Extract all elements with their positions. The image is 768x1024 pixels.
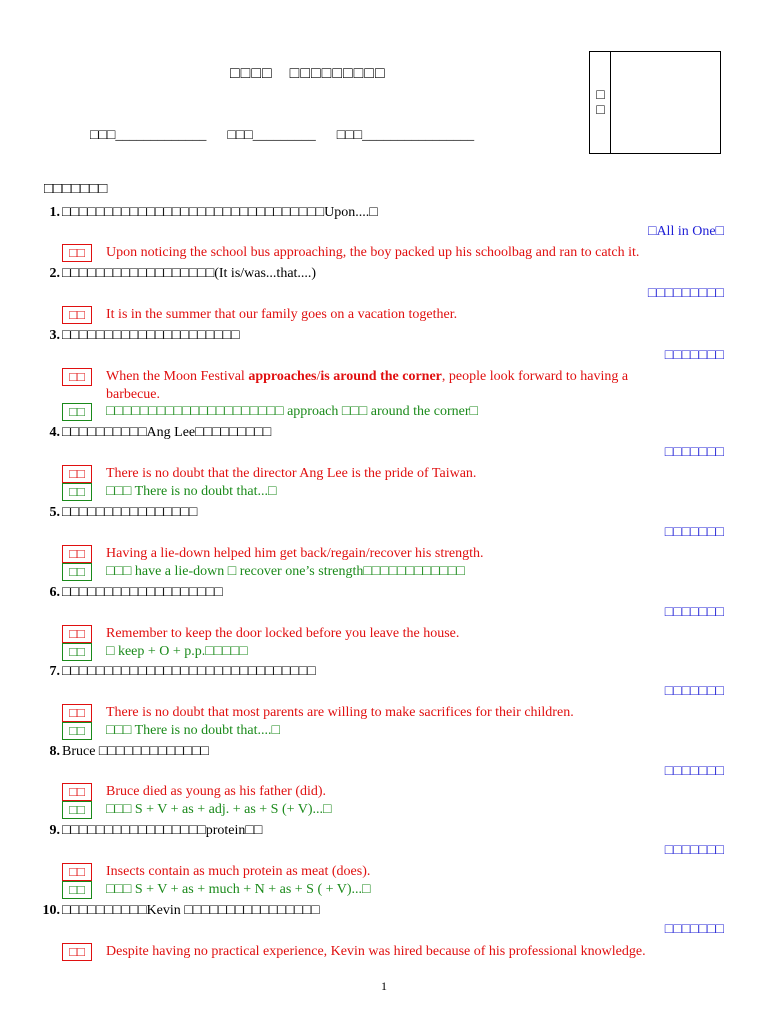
note-tag: □□	[62, 483, 92, 501]
question-number: 2.	[49, 266, 60, 281]
number-field-label: □□□________________	[336, 128, 475, 143]
note-tag: □□	[62, 801, 92, 819]
note-tag: □□	[62, 881, 92, 899]
answer-text: It is in the summer that our family goes on a vacation together.	[106, 307, 458, 322]
note-block	[62, 881, 702, 899]
answer-tag: □□	[62, 465, 92, 483]
score-box[interactable]	[589, 51, 721, 154]
answer-block	[62, 244, 702, 262]
answer-text: Despite having no practical experience, Kevin was hired because of his professional knowledge.	[106, 944, 646, 959]
answer-text: Remember to keep the door locked before you leave the house.	[106, 626, 460, 641]
answer-block	[62, 368, 702, 404]
question-2	[38, 266, 316, 282]
question-1	[38, 205, 378, 221]
student-info-row	[90, 128, 474, 144]
answer-block	[62, 863, 702, 881]
answer-block	[62, 783, 702, 801]
question-text: Bruce □□□□□□□□□□□□□	[62, 744, 209, 759]
note-block	[62, 643, 702, 661]
question-text: □□□□□□□□□□□□□□□□□protein□□	[62, 823, 263, 838]
note-tag: □□	[62, 403, 92, 421]
answer-text	[62, 368, 702, 404]
note-text: □□□ S + V + as + much + N + as + S ( + V)...□	[106, 882, 371, 897]
question-text: □□□□□□□□□□Kevin □□□□□□□□□□□□□□□□	[62, 903, 320, 918]
answer-text: Insects contain as much protein as meat (does).	[106, 864, 371, 879]
question-6	[38, 585, 223, 601]
question-source: □□□□□□□	[664, 922, 724, 937]
answer-text: There is no doubt that the director Ang Lee is the pride of Taiwan.	[106, 466, 477, 481]
page-title: □□□□ □□□□□□□□□	[230, 65, 386, 82]
question-source: □□□□□□□	[664, 348, 724, 363]
question-source: □All in One□	[647, 224, 724, 239]
answer-block	[62, 943, 702, 961]
question-text: □□□□□□□□□□□□□□□□□□□□□□□□□□□□□□	[62, 664, 316, 679]
question-number: 5.	[49, 505, 60, 520]
question-number: 4.	[49, 425, 60, 440]
answer-text: There is no doubt that most parents are willing to make sacrifices for their children.	[106, 705, 574, 720]
name-field-label: □□□_____________	[90, 128, 207, 143]
page-number: 1	[381, 979, 387, 993]
question-source: □□□□□□□	[664, 843, 724, 858]
note-block	[62, 403, 702, 421]
note-text: □□□ There is no doubt that...□	[106, 484, 277, 499]
note-tag: □□	[62, 722, 92, 740]
answer-tag: □□	[62, 244, 92, 262]
class-field-label: □□□_________	[227, 128, 316, 143]
note-block	[62, 563, 702, 581]
answer-tag: □□	[62, 306, 92, 324]
question-9	[38, 823, 262, 839]
question-text: □□□□□□□□□□□□□□□□□□□□□□□□□□□□□□□Upon....□	[62, 205, 378, 220]
question-number: 9.	[49, 823, 60, 838]
note-text: □ keep + O + p.p.□□□□□	[106, 644, 248, 659]
question-5	[38, 505, 197, 521]
question-source: □□□□□□□	[664, 684, 724, 699]
question-number: 3.	[49, 328, 60, 343]
note-text: □□□□□□□□□□□□□□□□□□□□□ approach □□□ around the corner□	[106, 404, 478, 419]
answer-tag: □□	[62, 545, 92, 563]
note-tag: □□	[62, 563, 92, 581]
answer-text: Upon noticing the school bus approaching, the boy packed up his schoolbag and ran to catch it.	[106, 245, 640, 260]
answer-tag: □□	[62, 704, 92, 722]
question-number: 7.	[49, 664, 60, 679]
score-label	[590, 52, 611, 153]
answer-text-post: , people look forward to having a barbecue.	[106, 369, 629, 402]
note-block	[62, 483, 702, 501]
question-7	[38, 664, 316, 680]
question-text: □□□□□□□□□□□□□□□□	[62, 505, 198, 520]
score-label-text: □□	[593, 87, 608, 118]
answer-slash: /	[316, 369, 321, 384]
question-3	[38, 328, 240, 344]
answer-text: Bruce died as young as his father (did).	[106, 784, 327, 799]
question-source: □□□□□□□	[664, 525, 724, 540]
question-source: □□□□□□□	[664, 445, 724, 460]
question-10	[38, 903, 320, 919]
question-source: □□□□□□□	[664, 764, 724, 779]
question-number: 6.	[49, 585, 60, 600]
question-8	[38, 744, 209, 760]
answer-block	[62, 704, 702, 722]
answer-bold-approaches: approaches	[248, 369, 317, 384]
answer-block	[62, 465, 702, 483]
section-title: □□□□□□□	[44, 181, 108, 197]
answer-text-pre: When the Moon Festival	[106, 369, 249, 384]
answer-tag: □□	[62, 943, 92, 961]
note-text: □□□ S + V + as + adj. + as + S (+ V)...□	[106, 802, 332, 817]
question-text: □□□□□□□□□□□□□□□□□□(It is/was...that....)	[62, 266, 317, 281]
note-block	[62, 722, 702, 740]
answer-block	[62, 545, 702, 563]
answer-block	[62, 625, 702, 643]
question-text: □□□□□□□□□□Ang Lee□□□□□□□□□	[62, 425, 272, 440]
note-text: □□□ have a lie-down □ recover one’s strength□□□□□□□□□□□□	[106, 564, 465, 579]
answer-text: Having a lie-down helped him get back/regain/recover his strength.	[106, 546, 484, 561]
question-source: □□□□□□□	[664, 605, 724, 620]
note-text: □□□ There is no doubt that....□	[106, 723, 280, 738]
question-number: 8.	[49, 744, 60, 759]
answer-tag: □□	[62, 783, 92, 801]
question-number: 1.	[49, 205, 60, 220]
answer-tag: □□	[62, 625, 92, 643]
question-source: □□□□□□□□□	[647, 286, 724, 301]
note-tag: □□	[62, 643, 92, 661]
answer-tag: □□	[62, 863, 92, 881]
question-4	[38, 425, 271, 441]
answer-tag: □□	[62, 368, 92, 386]
answer-bold-corner: is around the corner	[320, 369, 442, 384]
question-number: 10.	[42, 903, 60, 918]
question-text: □□□□□□□□□□□□□□□□□□□	[62, 585, 223, 600]
answer-block	[62, 306, 702, 324]
question-text: □□□□□□□□□□□□□□□□□□□□□	[62, 328, 240, 343]
note-block	[62, 801, 702, 819]
